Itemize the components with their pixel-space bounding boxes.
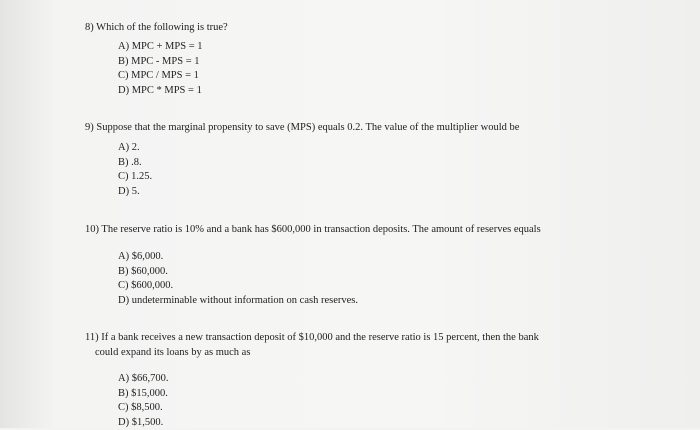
question-11 — [85, 330, 539, 430]
question-stem: 9) Suppose that the marginal propensity to save (MPS) equals 0.2. The value of the multiplier would be — [85, 122, 520, 133]
answer-option: A) $6,000. — [118, 251, 164, 262]
answer-option: C) $600,000. — [118, 280, 174, 292]
answer-option: D) undeterminable without information on cash reserves. — [118, 294, 358, 306]
question-stem: 11) If a bank receives a new transaction deposit of $10,000 and the reserve ratio is 15 percent, then the bank — [85, 332, 539, 343]
answer-option: D) $1,500. — [118, 416, 164, 428]
answer-option: C) 1.25. — [118, 171, 153, 183]
answer-option: B) .8. — [118, 156, 142, 168]
answer-option: D) 5. — [118, 185, 140, 197]
answer-option: B) $60,000. — [118, 265, 168, 277]
question-8 — [85, 20, 228, 98]
answer-option: B) $15,000. — [118, 387, 168, 399]
answer-option: C) $8,500. — [118, 402, 163, 414]
answer-option: C) MPC / MPS = 1 — [118, 70, 199, 82]
question-10 — [85, 222, 541, 308]
answer-option: A) $66,700. — [118, 373, 169, 384]
question-stem: 8) Which of the following is true? — [85, 22, 228, 33]
question-stem: 10) The reserve ratio is 10% and a bank has $600,000 in transaction deposits. The amount of reserves equals — [85, 224, 541, 235]
question-9 — [85, 120, 519, 199]
answer-option: D) MPC * MPS = 1 — [118, 84, 202, 96]
answer-option: A) 2. — [118, 142, 140, 153]
question-stem-continued: could expand its loans by as much as — [95, 347, 251, 358]
answer-option: B) MPC - MPS = 1 — [118, 55, 200, 67]
answer-option: A) MPC + MPS = 1 — [118, 41, 203, 52]
